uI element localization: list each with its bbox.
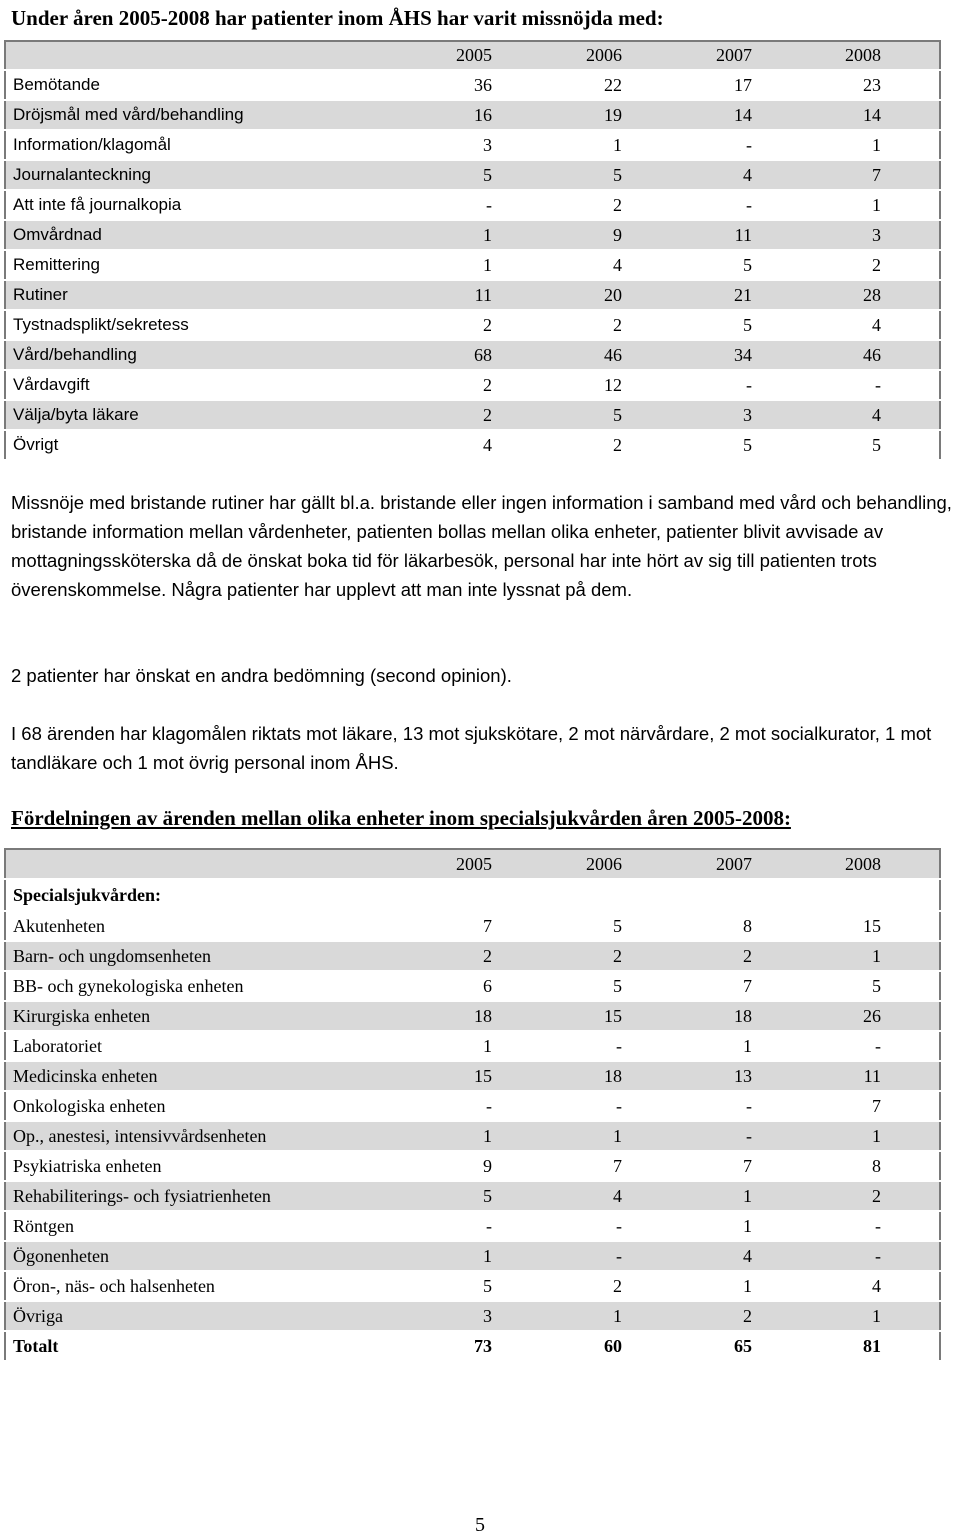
row-value: 7: [420, 911, 550, 941]
row-value: 5: [420, 160, 550, 190]
row-value: -: [550, 1091, 680, 1121]
row-value: 12: [550, 370, 680, 400]
row-value: 1: [810, 130, 940, 160]
row-value: 46: [810, 340, 940, 370]
table-row: [5, 70, 940, 100]
paragraph-second-opinion: 2 patienter har önskat en andra bedömning (second opinion).: [11, 665, 512, 686]
row-value: 2: [420, 310, 550, 340]
table-row: [5, 250, 940, 280]
table-row: [5, 1271, 940, 1301]
row-value: 8: [810, 1151, 940, 1181]
row-value: 5: [810, 971, 940, 1001]
table-header-row: [5, 849, 940, 879]
row-value: 2: [680, 1301, 810, 1331]
row-label: Omvårdnad: [5, 220, 420, 250]
table-row: [5, 220, 940, 250]
year-header: 2005: [420, 849, 550, 879]
row-value: 4: [680, 160, 810, 190]
row-value: 7: [680, 1151, 810, 1181]
empty-cell: [680, 879, 810, 911]
row-value: -: [420, 190, 550, 220]
row-value: 9: [420, 1151, 550, 1181]
row-label: Övrigt: [5, 430, 420, 460]
row-label: Kirurgiska enheten: [5, 1001, 420, 1031]
row-value: 4: [550, 250, 680, 280]
row-value: 19: [550, 100, 680, 130]
row-value: 1: [810, 941, 940, 971]
row-value: 1: [810, 1301, 940, 1331]
row-value: 4: [810, 1271, 940, 1301]
table-row: [5, 280, 940, 310]
row-value: 2: [550, 1271, 680, 1301]
row-label: Laboratoriet: [5, 1031, 420, 1061]
row-value: 3: [420, 130, 550, 160]
table-row: [5, 1121, 940, 1151]
row-value: 2: [550, 190, 680, 220]
table-row: [5, 1001, 940, 1031]
row-label: BB- och gynekologiska enheten: [5, 971, 420, 1001]
row-label: Psykiatriska enheten: [5, 1151, 420, 1181]
table-row: [5, 1031, 940, 1061]
table-row: [5, 1181, 940, 1211]
row-label: Op., anestesi, intensivvårdsenheten: [5, 1121, 420, 1151]
total-row: [5, 1331, 940, 1361]
row-value: 18: [550, 1061, 680, 1091]
row-value: 15: [420, 1061, 550, 1091]
table-row: [5, 160, 940, 190]
table-row: [5, 941, 940, 971]
page-number: 5: [475, 1514, 485, 1536]
row-value: 2: [810, 250, 940, 280]
row-value: 21: [680, 280, 810, 310]
total-value: 65: [680, 1331, 810, 1361]
row-value: 1: [810, 1121, 940, 1151]
row-value: 3: [810, 220, 940, 250]
row-value: 13: [680, 1061, 810, 1091]
row-value: 16: [420, 100, 550, 130]
row-value: 23: [810, 70, 940, 100]
row-label: Övriga: [5, 1301, 420, 1331]
row-value: 9: [550, 220, 680, 250]
row-value: 1: [680, 1031, 810, 1061]
row-label: Journalanteckning: [5, 160, 420, 190]
row-value: -: [550, 1241, 680, 1271]
year-header: 2007: [680, 41, 810, 70]
row-label: Ögonenheten: [5, 1241, 420, 1271]
row-value: 1: [680, 1211, 810, 1241]
row-value: 7: [680, 971, 810, 1001]
row-label: Röntgen: [5, 1211, 420, 1241]
row-value: 1: [420, 220, 550, 250]
row-value: -: [680, 370, 810, 400]
row-value: 7: [550, 1151, 680, 1181]
row-value: 2: [810, 1181, 940, 1211]
row-label: Vård/behandling: [5, 340, 420, 370]
row-value: 2: [420, 941, 550, 971]
row-label: Vårdavgift: [5, 370, 420, 400]
year-header: 2008: [810, 41, 940, 70]
row-value: 4: [680, 1241, 810, 1271]
heading-distribution: Fördelningen av ärenden mellan olika enheter inom specialsjukvården åren 2005-2008:: [11, 806, 791, 830]
row-value: 36: [420, 70, 550, 100]
row-value: 2: [550, 310, 680, 340]
row-value: 11: [420, 280, 550, 310]
year-header: 2006: [550, 41, 680, 70]
header-empty-cell: [5, 41, 420, 70]
heading-complaints: Under åren 2005-2008 har patienter inom ÅHS har varit missnöjda med:: [11, 6, 664, 30]
row-value: 2: [420, 370, 550, 400]
row-label: Medicinska enheten: [5, 1061, 420, 1091]
row-value: 5: [550, 911, 680, 941]
table-row: [5, 911, 940, 941]
row-value: 1: [680, 1181, 810, 1211]
total-value: 81: [810, 1331, 940, 1361]
total-label: Totalt: [5, 1331, 420, 1361]
row-label: Bemötande: [5, 70, 420, 100]
row-value: 1: [550, 1301, 680, 1331]
row-value: -: [810, 1211, 940, 1241]
table-row: [5, 1211, 940, 1241]
row-value: -: [810, 370, 940, 400]
row-value: 5: [550, 160, 680, 190]
row-label: Information/klagomål: [5, 130, 420, 160]
row-value: 2: [420, 400, 550, 430]
row-value: 1: [550, 130, 680, 160]
row-value: 7: [810, 1091, 940, 1121]
table-row: [5, 971, 940, 1001]
row-value: 1: [420, 1121, 550, 1151]
row-value: 22: [550, 70, 680, 100]
row-value: 18: [680, 1001, 810, 1031]
row-value: -: [550, 1031, 680, 1061]
row-value: 2: [550, 430, 680, 460]
row-value: -: [680, 190, 810, 220]
row-label: Att inte få journalkopia: [5, 190, 420, 220]
total-value: 60: [550, 1331, 680, 1361]
row-value: 1: [420, 1241, 550, 1271]
row-value: 1: [810, 190, 940, 220]
row-value: 4: [420, 430, 550, 460]
row-value: -: [680, 1121, 810, 1151]
row-value: -: [680, 130, 810, 160]
row-label: Dröjsmål med vård/behandling: [5, 100, 420, 130]
row-value: 14: [680, 100, 810, 130]
header-empty-cell: [5, 849, 420, 879]
table-row: [5, 1061, 940, 1091]
row-value: 4: [550, 1181, 680, 1211]
table-row: [5, 310, 940, 340]
specialist-care-table: [4, 848, 941, 1362]
row-value: 2: [550, 941, 680, 971]
row-value: -: [420, 1091, 550, 1121]
total-value: 73: [420, 1331, 550, 1361]
table-row: [5, 1241, 940, 1271]
row-label: Remittering: [5, 250, 420, 280]
row-value: 11: [680, 220, 810, 250]
empty-cell: [550, 879, 680, 911]
row-value: -: [680, 1091, 810, 1121]
row-value: 4: [810, 400, 940, 430]
row-value: 7: [810, 160, 940, 190]
row-value: -: [420, 1211, 550, 1241]
table-row: [5, 430, 940, 460]
table-header-row: [5, 41, 940, 70]
year-header: 2008: [810, 849, 940, 879]
row-label: Akutenheten: [5, 911, 420, 941]
subheading-row: [5, 879, 940, 911]
row-value: 26: [810, 1001, 940, 1031]
row-value: 14: [810, 100, 940, 130]
paragraph-staff: I 68 ärenden har klagomålen riktats mot läkare, 13 mot sjukskötare, 2 mot närvårdare, 2 mot socialkurator, 1 mot tandläkare och 1 mot övrig personal inom ÅHS.: [11, 723, 932, 773]
row-value: -: [810, 1031, 940, 1061]
table-row: [5, 400, 940, 430]
table-row: [5, 1151, 940, 1181]
row-label: Onkologiska enheten: [5, 1091, 420, 1121]
row-value: 1: [420, 250, 550, 280]
row-value: 3: [420, 1301, 550, 1331]
row-value: 17: [680, 70, 810, 100]
row-label: Tystnadsplikt/sekretess: [5, 310, 420, 340]
subheading-label: Specialsjukvården:: [5, 879, 420, 911]
row-value: 1: [680, 1271, 810, 1301]
complaints-table: [4, 40, 941, 461]
row-value: 3: [680, 400, 810, 430]
row-value: 68: [420, 340, 550, 370]
table-row: [5, 190, 940, 220]
year-header: 2006: [550, 849, 680, 879]
paragraph-routines: Missnöje med bristande rutiner har gällt bl.a. bristande eller ingen information i samband med vård och behandling, bristande information mellan vårdenheter, patienten bollas mellan olika enheter, patienter blivit avvisade av mottagningssköterska då de önskat boka tid för läkarbesök, personal har inte hört av sig till patienten trots överenskommelse. Några patienter har upplevt att man inte lyssnat på dem.: [11, 492, 952, 600]
table-row: [5, 340, 940, 370]
row-value: 34: [680, 340, 810, 370]
empty-cell: [420, 879, 550, 911]
row-value: 15: [810, 911, 940, 941]
row-value: -: [550, 1211, 680, 1241]
row-value: 4: [810, 310, 940, 340]
table-row: [5, 100, 940, 130]
row-value: 5: [680, 250, 810, 280]
row-label: Rutiner: [5, 280, 420, 310]
row-value: 5: [810, 430, 940, 460]
row-value: 5: [420, 1271, 550, 1301]
row-value: 8: [680, 911, 810, 941]
row-value: 1: [550, 1121, 680, 1151]
row-value: 5: [680, 310, 810, 340]
row-label: Öron-, näs- och halsenheten: [5, 1271, 420, 1301]
table-row: [5, 130, 940, 160]
table-row: [5, 370, 940, 400]
row-value: 18: [420, 1001, 550, 1031]
empty-cell: [810, 879, 940, 911]
year-header: 2007: [680, 849, 810, 879]
row-value: 2: [680, 941, 810, 971]
row-value: 15: [550, 1001, 680, 1031]
row-value: 28: [810, 280, 940, 310]
row-value: 5: [550, 400, 680, 430]
year-header: 2005: [420, 41, 550, 70]
table-row: [5, 1301, 940, 1331]
row-label: Välja/byta läkare: [5, 400, 420, 430]
row-value: 5: [420, 1181, 550, 1211]
row-value: 20: [550, 280, 680, 310]
row-value: 5: [680, 430, 810, 460]
row-value: 46: [550, 340, 680, 370]
row-value: -: [810, 1241, 940, 1271]
row-value: 1: [420, 1031, 550, 1061]
table-row: [5, 1091, 940, 1121]
row-label: Rehabiliterings- och fysiatrienheten: [5, 1181, 420, 1211]
row-value: 5: [550, 971, 680, 1001]
row-value: 11: [810, 1061, 940, 1091]
row-label: Barn- och ungdomsenheten: [5, 941, 420, 971]
row-value: 6: [420, 971, 550, 1001]
